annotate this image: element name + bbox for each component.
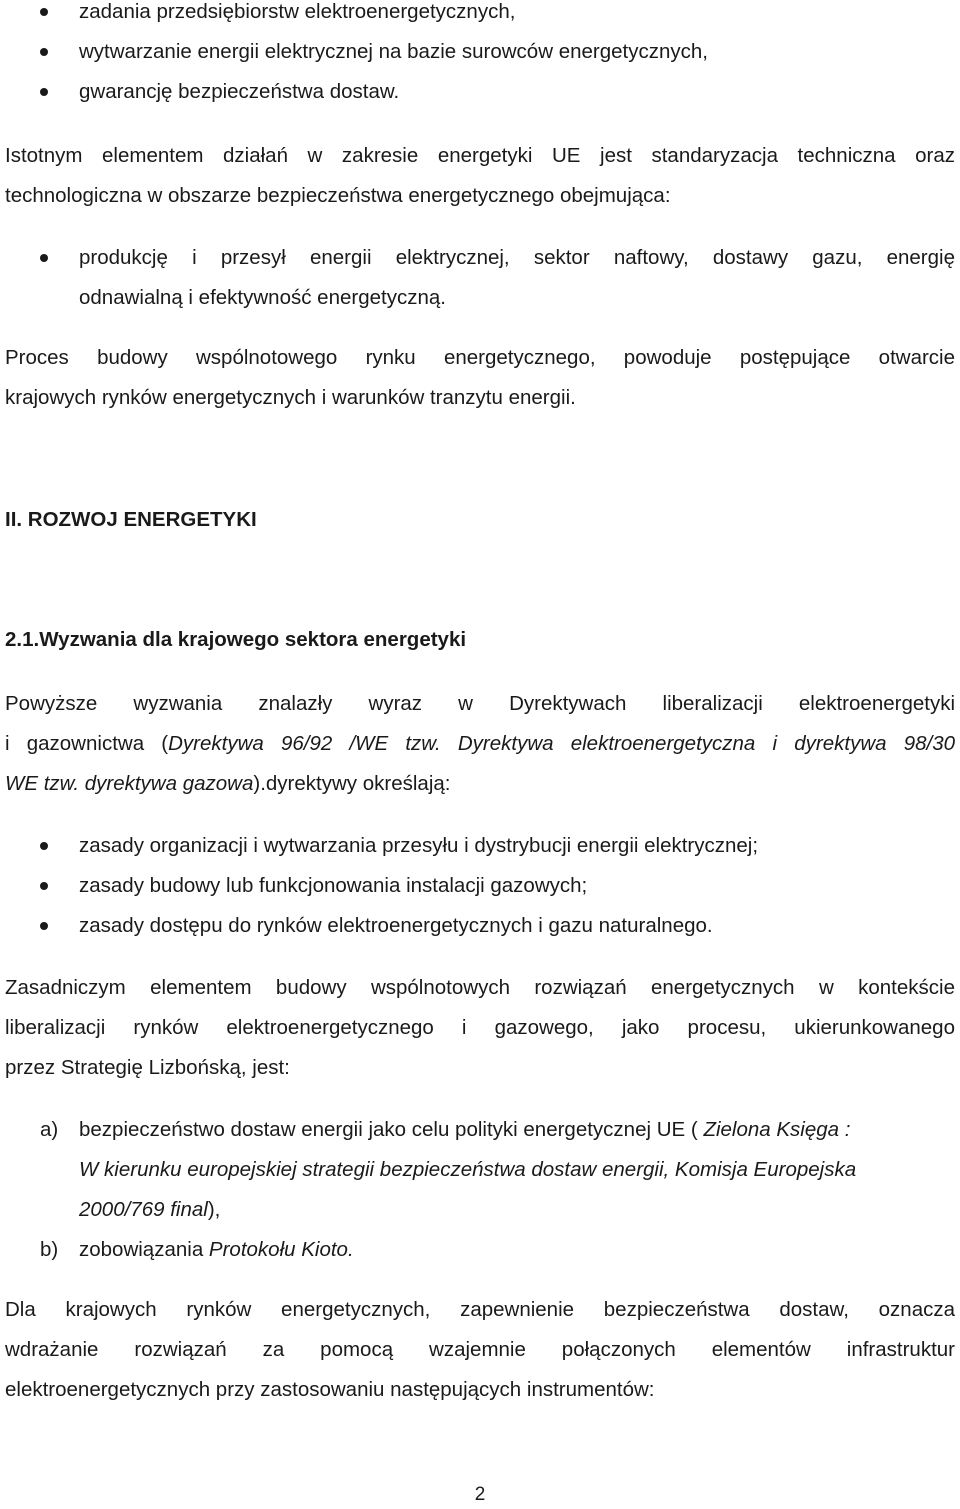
list-item: zasady budowy lub funkcjonowania instalacji gazowych; bbox=[40, 866, 955, 906]
subsection-heading: 2.1.Wyzwania dla krajowego sektora energetyki bbox=[5, 628, 467, 651]
paragraph-line: elektroenergetycznych przy zastosowaniu następujących instrumentów: bbox=[5, 1378, 655, 1401]
bullet-icon bbox=[40, 842, 48, 850]
list-item: wytwarzanie energii elektrycznej na bazie surowców energetycznych, bbox=[40, 32, 955, 72]
paragraph-line: liberalizacji rynków elektroenergetycznego i gazowego, jako procesu, ukierunkowanego bbox=[5, 1016, 955, 1039]
paragraph-line: Istotnym elementem działań w zakresie energetyki UE jest standaryzacja techniczna oraz bbox=[5, 144, 955, 167]
list-item: zasady dostępu do rynków elektroenergetycznych i gazu naturalnego. bbox=[40, 906, 955, 946]
paragraph-line: Powyższe wyzwania znalazły wyraz w Dyrektywach liberalizacji elektroenergetyki bbox=[5, 692, 955, 715]
bullet-icon bbox=[40, 48, 48, 56]
ordered-list-item: b) zobowiązania Protokołu Kioto. bbox=[40, 1230, 955, 1270]
section-heading: II. ROZWOJ ENERGETYKI bbox=[5, 508, 257, 531]
list-item-continuation: odnawialną i efektywność energetyczną. bbox=[79, 286, 446, 309]
list-item: produkcję i przesył energii elektrycznej, sektor naftowy, dostawy gazu, energię bbox=[40, 238, 955, 278]
bullet-icon bbox=[40, 254, 48, 262]
page-number: 2 bbox=[474, 1484, 486, 1505]
list-marker: a) bbox=[40, 1118, 59, 1141]
paragraph-line: WE tzw. dyrektywa gazowa).dyrektywy określają: bbox=[5, 772, 451, 795]
ordered-list-item: a) bezpieczeństwo dostaw energii jako celu polityki energetycznej UE ( Zielona Księga : bbox=[40, 1110, 955, 1150]
paragraph-line: i gazownictwa (Dyrektywa 96/92 /WE tzw. Dyrektywa elektroenergetyczna i dyrektywa 98/30 bbox=[5, 732, 956, 755]
list-item: gwarancję bezpieczeństwa dostaw. bbox=[40, 72, 955, 112]
ordered-list-continuation: W kierunku europejskiej strategii bezpieczeństwa dostaw energii, Komisja Europejska bbox=[79, 1158, 857, 1181]
list-marker: b) bbox=[40, 1238, 59, 1261]
paragraph-line: Dla krajowych rynków energetycznych, zapewnienie bezpieczeństwa dostaw, oznacza bbox=[5, 1298, 955, 1321]
paragraph-line: Zasadniczym elementem budowy wspólnotowych rozwiązań energetycznych w kontekście bbox=[5, 976, 955, 999]
paragraph-line: wdrażanie rozwiązań za pomocą wzajemnie połączonych elementów infrastruktur bbox=[5, 1338, 955, 1361]
ordered-list-continuation: 2000/769 final), bbox=[79, 1198, 221, 1221]
paragraph-line: technologiczna w obszarze bezpieczeństwa energetycznego obejmująca: bbox=[5, 184, 671, 207]
list-item: zasady organizacji i wytwarzania przesyłu i dystrybucji energii elektrycznej; bbox=[40, 826, 955, 866]
paragraph-line: krajowych rynków energetycznych i warunków tranzytu energii. bbox=[5, 386, 576, 409]
list-item: zadania przedsiębiorstw elektroenergetycznych, bbox=[40, 0, 955, 32]
paragraph-line: Proces budowy wspólnotowego rynku energetycznego, powoduje postępujące otwarcie bbox=[5, 346, 955, 369]
paragraph-line: przez Strategię Lizbońską, jest: bbox=[5, 1056, 290, 1079]
bullet-icon bbox=[40, 8, 48, 16]
bullet-icon bbox=[40, 922, 48, 930]
bullet-icon bbox=[40, 88, 48, 96]
bullet-icon bbox=[40, 882, 48, 890]
